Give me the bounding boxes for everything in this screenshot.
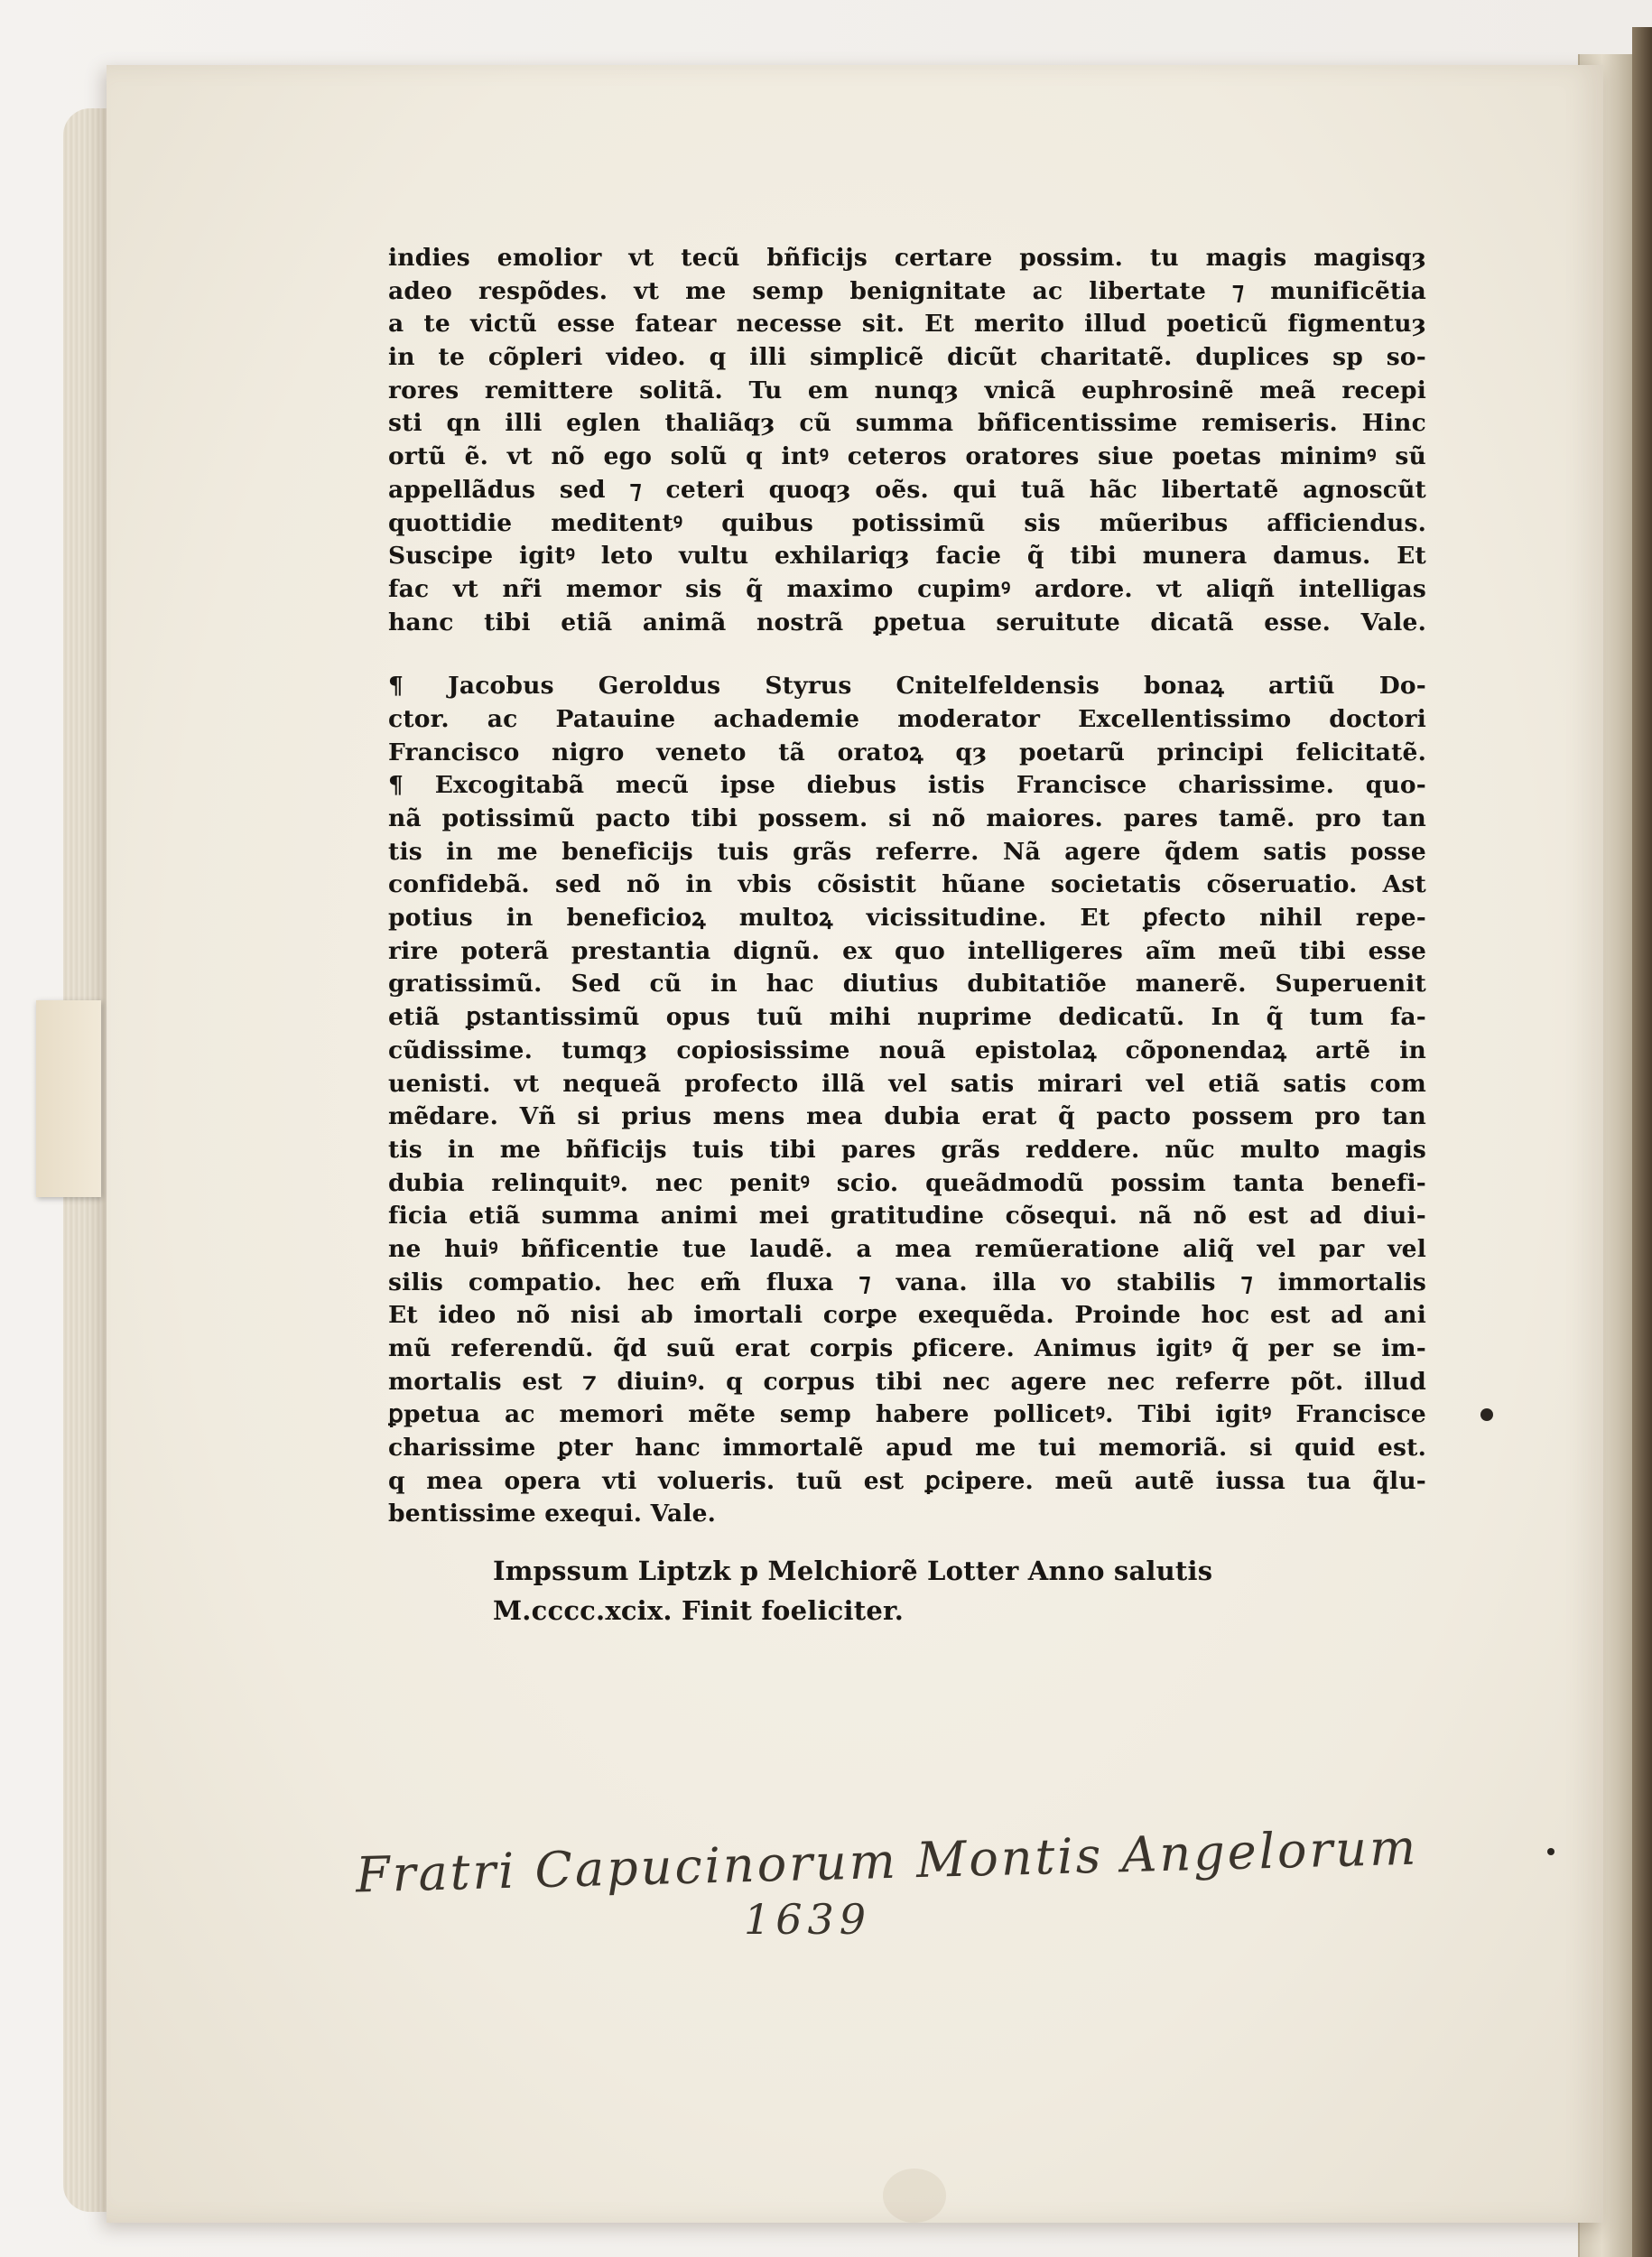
text-line: a te victũ esse fatear necesse sit. Et merito illud poeticũ figmentuȝ	[388, 310, 1426, 339]
text-line: ne huiꝰ bñficentie tue laudẽ. a mea remũeratione aliq̃ vel par vel	[388, 1234, 1426, 1263]
text-line: uenisti. vt nequeã profecto illã vel satis mirari vel etiã satis com	[388, 1069, 1426, 1098]
text-line: cũdissime. tumqȝ copiosissime nouã epistolaꝝ cõponendaꝝ artẽ in	[388, 1036, 1426, 1064]
text-line: Suscipe igitꝰ leto vultu exhilariqȝ facie q̃ tibi munera damus. Et	[388, 542, 1426, 571]
text-column	[388, 242, 1426, 1630]
text-line: mũ referendũ. q̃d suũ erat corpis ꝑficere. Animus igitꝰ q̃ per se im-	[388, 1334, 1426, 1362]
text-line: fac vt nr̃i memor sis q̃ maximo cupimꝰ ardore. vt aliqñ intelligas	[388, 574, 1426, 603]
heading-line: Francisco nigro veneto tã oratoꝝ qȝ poetarũ principi felicitatẽ.	[388, 738, 1426, 766]
text-line: quottidie meditentꝰ quibus potissimũ sis mũeribus afficiendus.	[388, 508, 1426, 537]
text-line: bentissime exequi. Vale.	[388, 1500, 717, 1528]
text-line: nã potissimũ pacto tibi possem. si nõ maiores. pares tamẽ. pro tan	[388, 804, 1426, 832]
colophon-line: M.cccc.xcix. Finit foeliciter.	[493, 1595, 905, 1627]
text-line: indies emolior vt tecũ bñficijs certare possim. tu magis magisqȝ	[388, 244, 1426, 272]
paper-stain	[883, 2169, 946, 2223]
text-line: potius in beneficioꝝ multoꝝ vicissitudine. Et ꝑfecto nihil repe-	[388, 904, 1426, 933]
handwritten-inscription	[355, 1818, 1421, 1944]
letter-body	[388, 769, 1426, 1531]
text-line: sti qn illi eglen thaliãqȝ cũ summa bñficentissime remiseris. Hinc	[388, 409, 1426, 438]
text-line: in te cõpleri video. q illi simplicẽ dicũt charitatẽ. duplices sp so-	[388, 343, 1426, 372]
text-line: rores remittere solitã. Tu em nunqȝ vnicã euphrosinẽ meã recepi	[388, 376, 1426, 404]
text-line: rire poterã prestantia dignũ. ex quo intelligeres aĩm meũ tibi esse	[388, 936, 1426, 965]
text-line: Et ideo nõ nisi ab imortali corꝑe exequẽda. Proinde hoc est ad ani	[388, 1301, 1426, 1330]
text-line: confidebã. sed nõ in vbis cõsistit hũane societatis cõseruatio. Ast	[388, 870, 1426, 899]
text-line: hanc tibi etiã animã nostrã ꝑpetua seruitute dicatã esse. Vale.	[388, 608, 1426, 636]
text-line: dubia relinquitꝰ. nec penitꝰ scio. queãdmodũ possim tanta benefi-	[388, 1168, 1426, 1197]
text-line: mortalis est ⁊ diuinꝰ. q corpus tibi nec agere nec referre põt. illud	[388, 1367, 1426, 1396]
ownership-inscription: Fratri Capucinorum Montis Angelorum	[355, 1818, 1419, 1904]
heading-line: ¶ Jacobus Geroldus Styrus Cnitelfeldensis bonaꝝ artiũ Do-	[388, 672, 1426, 701]
text-line: charissime ꝑter hanc immortalẽ apud me tui memoriã. si quid est.	[388, 1434, 1426, 1463]
colophon	[493, 1551, 1426, 1630]
binding-edge	[1632, 27, 1652, 2257]
text-line: gratissimũ. Sed cũ in hac diutius dubitatiõe manerẽ. Superuenit	[388, 970, 1426, 998]
ink-spot	[1480, 1408, 1493, 1421]
inscription-year: 1639	[744, 1895, 872, 1944]
opening-paragraph	[388, 242, 1426, 639]
text-line: ꝑpetua ac memori mẽte semp habere pollicetꝰ. Tibi igitꝰ Francisce	[388, 1400, 1426, 1429]
text-line: silis compatio. hec em̃ fluxa ⁊ vana. illa vo stabilis ⁊ immortalis	[388, 1268, 1426, 1296]
text-line: ¶ Excogitabã mecũ ipse diebus istis Francisce charissime. quo-	[388, 771, 1426, 800]
letter-heading	[388, 670, 1426, 769]
text-line: mẽdare. Vñ si prius mens mea dubia erat q̃ pacto possem pro tan	[388, 1102, 1426, 1131]
text-line: appellãdus sed ⁊ ceteri quoqȝ oẽs. qui tuã hãc libertatẽ agnoscũt	[388, 475, 1426, 504]
text-line: ortũ ẽ. vt nõ ego solũ q intꝰ ceteros oratores siue poetas minimꝰ sũ	[388, 442, 1426, 471]
text-line: ficia etiã summa animi mei gratitudine cõsequi. nã nõ est ad diui-	[388, 1202, 1426, 1231]
colophon-line: Impssum Liptzk p Melchiorẽ Lotter Anno salutis	[493, 1556, 1213, 1587]
text-line: q mea opera vti volueris. tuũ est ꝑcipere. meũ autẽ iussa tua q̃lu-	[388, 1466, 1426, 1495]
text-line: tis in me beneficijs tuis grãs referre. Nã agere q̃dem satis posse	[388, 837, 1426, 866]
ink-spot	[1547, 1848, 1555, 1855]
text-line: etiã ꝑstantissimũ opus tuũ mihi nuprime dedicatũ. In q̃ tum fa-	[388, 1003, 1426, 1032]
paper-tab-marker	[36, 1000, 101, 1197]
text-line: adeo respõdes. vt me semp benignitate ac libertate ⁊ munificẽtia	[388, 276, 1426, 305]
text-line: tis in me bñficijs tuis tibi pares grãs reddere. nũc multo magis	[388, 1135, 1426, 1164]
heading-line: ctor. ac Patauine achademie moderator Excellentissimo doctori	[388, 704, 1426, 733]
